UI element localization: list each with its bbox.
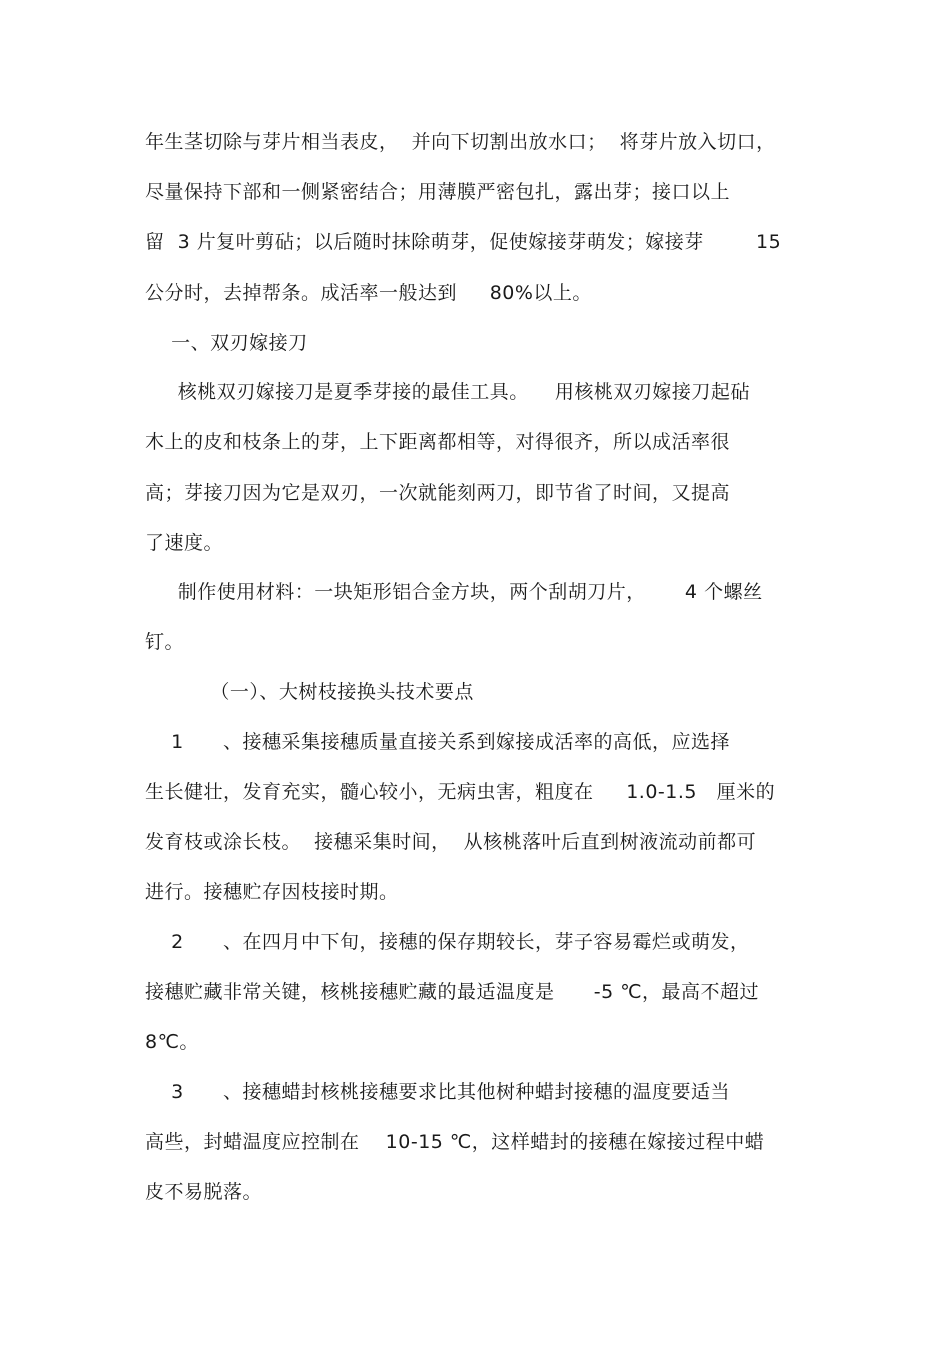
text-line: 皮不易脱落。 xyxy=(145,1181,263,1203)
text-line: 尽量保持下部和一侧紧密结合；用薄膜严密包扎，露出芽；接口以上 xyxy=(145,181,731,203)
text-line: 高；芽接刀因为它是双刃，一次就能刻两刀，即节省了时间，又提高 xyxy=(145,482,731,504)
text-line: 8℃。 xyxy=(145,1031,199,1053)
text-line: 生长健壮，发育充实，髓心较小，无病虫害，粗度在 1.0-1.5 厘米的 xyxy=(145,781,776,803)
text-line: 高些，封蜡温度应控制在 10-15 ℃，这样蜡封的接穗在嫁接过程中蜡 xyxy=(145,1131,765,1153)
text-line: 钉。 xyxy=(145,631,185,653)
text-line: 公分时，去掉帮条。成活率一般达到 80%以上。 xyxy=(145,282,592,304)
text-line: 木上的皮和枝条上的芽，上下距离都相等，对得很齐，所以成活率很 xyxy=(145,431,731,453)
text-line: 核桃双刃嫁接刀是夏季芽接的最佳工具。 用核桃双刃嫁接刀起砧 xyxy=(145,381,750,403)
text-line: 制作使用材料：一块矩形铝合金方块，两个刮胡刀片， 4 个螺丝 xyxy=(145,581,763,603)
text-line: 留 3 片复叶剪砧；以后随时抹除萌芽，促使嫁接芽萌发；嫁接芽 15 xyxy=(145,231,782,253)
text-line: 1 、接穗采集接穗质量直接关系到嫁接成活率的高低，应选择 xyxy=(145,731,730,753)
subsection-heading: （一）、大树枝接换头技术要点 xyxy=(145,681,474,703)
text-line: 3 、接穗蜡封核桃接穗要求比其他树种蜡封接穗的温度要适当 xyxy=(145,1081,730,1103)
text-line: 发育枝或涂长枝。 接穗采集时间， 从核桃落叶后直到树液流动前都可 xyxy=(145,831,757,853)
text-line: 2 、在四月中下旬，接穗的保存期较长，芽子容易霉烂或萌发， xyxy=(145,931,750,953)
text-line: 了速度。 xyxy=(145,532,224,554)
section-heading: 一、双刃嫁接刀 xyxy=(145,332,308,354)
text-line: 进行。接穗贮存因枝接时期。 xyxy=(145,881,399,903)
text-line: 接穗贮藏非常关键，核桃接穗贮藏的最适温度是 -5 ℃，最高不超过 xyxy=(145,981,760,1003)
text-line: 年生茎切除与芽片相当表皮， 并向下切割出放水口； 将芽片放入切口， xyxy=(145,131,776,153)
